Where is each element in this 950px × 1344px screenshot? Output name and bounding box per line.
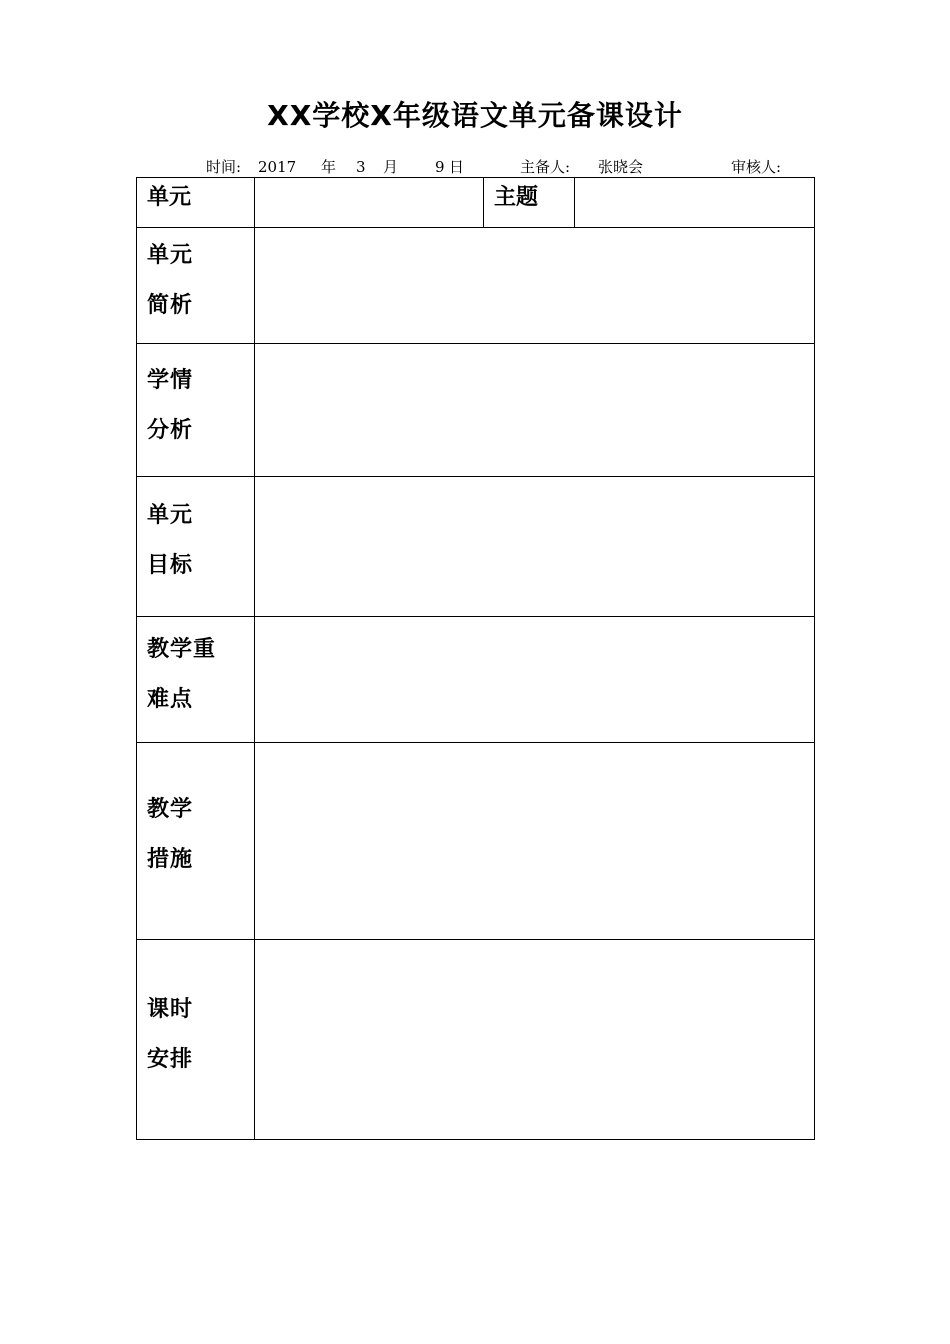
page-title: XX学校X年级语文单元备课设计 — [267, 99, 683, 132]
section-label-schedule — [137, 940, 255, 1140]
section-label-line: 分析 — [147, 418, 194, 443]
teaching-measures-content[interactable] — [255, 743, 815, 940]
section-label-unit-analysis — [137, 228, 255, 344]
preparer-label: 主备人: — [520, 158, 571, 176]
table-row — [137, 940, 815, 1140]
month-unit: 月 — [383, 158, 399, 176]
unit-goals-content[interactable] — [255, 477, 815, 617]
table-header-row — [137, 178, 815, 228]
unit-analysis-content[interactable] — [255, 228, 815, 344]
section-label-unit-goals — [137, 477, 255, 617]
section-label-student-analysis — [137, 344, 255, 477]
day-unit: 日 — [449, 158, 465, 176]
unit-input-cell[interactable] — [255, 178, 484, 228]
lesson-plan-table — [136, 177, 815, 1140]
year-value: 2017 — [258, 158, 297, 176]
theme-label: 主题 — [494, 185, 539, 210]
table-row — [137, 228, 815, 344]
preparer-name: 张晓会 — [598, 158, 644, 176]
theme-input-cell[interactable] — [575, 178, 815, 228]
time-label: 时间: — [206, 158, 242, 176]
section-label-line: 难点 — [147, 687, 194, 712]
section-label-line: 教学 — [147, 797, 194, 822]
key-points-content[interactable] — [255, 617, 815, 743]
section-label-line: 教学重 — [147, 637, 217, 662]
unit-label-cell — [137, 178, 255, 228]
reviewer-label: 审核人: — [731, 158, 782, 176]
unit-label: 单元 — [147, 185, 192, 210]
section-label-line: 单元 — [147, 243, 194, 268]
section-label-key-points — [137, 617, 255, 743]
theme-label-cell — [484, 178, 575, 228]
table-row — [137, 477, 815, 617]
section-label-line: 单元 — [147, 503, 194, 528]
student-analysis-content[interactable] — [255, 344, 815, 477]
section-label-line: 学情 — [147, 368, 194, 393]
meta-line — [0, 157, 950, 177]
day-value: 9 — [435, 158, 445, 176]
section-label-line: 安排 — [147, 1047, 194, 1072]
table-row — [137, 743, 815, 940]
schedule-content[interactable] — [255, 940, 815, 1140]
section-label-line: 目标 — [147, 553, 194, 578]
section-label-teaching-measures — [137, 743, 255, 940]
month-value: 3 — [356, 158, 366, 176]
year-unit: 年 — [321, 158, 337, 176]
table-row — [137, 344, 815, 477]
section-label-line: 简析 — [147, 293, 194, 318]
table-row — [137, 617, 815, 743]
section-label-line: 课时 — [147, 997, 194, 1022]
section-label-line: 措施 — [147, 847, 194, 872]
